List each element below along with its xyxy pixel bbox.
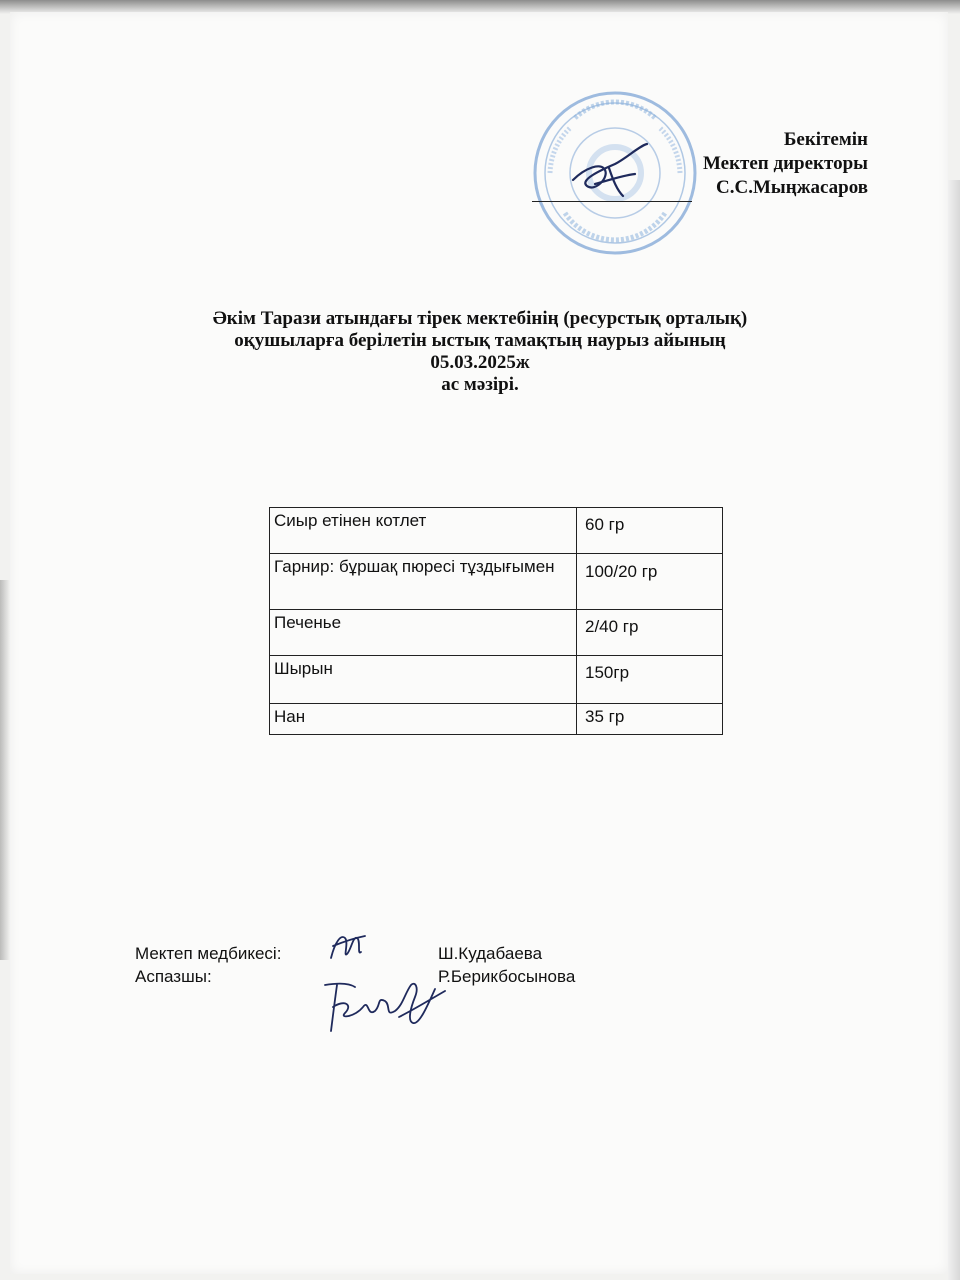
dish-cell: Сиыр етінен котлет bbox=[270, 508, 577, 554]
menu-table bbox=[269, 507, 723, 735]
table-row bbox=[270, 610, 723, 656]
cook-name: Р.Берикбосынова bbox=[438, 967, 576, 986]
signatures-block bbox=[135, 942, 835, 1022]
table-row bbox=[270, 704, 723, 735]
quantity-cell: 35 гр bbox=[577, 704, 723, 735]
title-line-2: оқушыларға берілетін ыстық тамақтың наурыз айының bbox=[234, 330, 726, 351]
signature-row-cook bbox=[135, 965, 835, 988]
dish-cell: Печенье bbox=[270, 610, 577, 656]
dish-cell: Гарнир: бұршақ пюресі тұздығымен bbox=[270, 554, 577, 610]
signature-row-nurse bbox=[135, 942, 835, 965]
quantity-cell: 2/40 гр bbox=[577, 610, 723, 656]
table-row bbox=[270, 508, 723, 554]
approval-block bbox=[703, 128, 868, 200]
nurse-signature-icon bbox=[327, 928, 369, 966]
nurse-name: Ш.Кудабаева bbox=[438, 944, 543, 963]
approval-director-name: С.С.Мыңжасаров bbox=[716, 177, 868, 198]
cook-signature-icon bbox=[315, 977, 450, 1039]
quantity-cell: 150гр bbox=[577, 656, 723, 704]
table-row bbox=[270, 554, 723, 610]
dish-cell: Нан bbox=[270, 704, 577, 735]
approval-underline bbox=[532, 201, 692, 202]
director-signature-icon bbox=[565, 140, 660, 205]
title-date: 05.03.2025ж bbox=[430, 352, 530, 373]
approval-position: Мектеп директоры bbox=[702, 153, 868, 174]
table-row bbox=[270, 656, 723, 704]
nurse-role: Мектеп медбикесі: bbox=[135, 944, 282, 963]
title-line-1: Әкім Тарази атындағы тірек мектебінің (ресурстық орталық) bbox=[212, 308, 748, 329]
dish-cell: Шырын bbox=[270, 656, 577, 704]
quantity-cell: 100/20 гр bbox=[577, 554, 723, 610]
title-line-4: ас мәзірі. bbox=[441, 374, 519, 395]
document-title bbox=[120, 308, 840, 396]
quantity-cell: 60 гр bbox=[577, 508, 723, 554]
photo-edge-right bbox=[948, 180, 960, 1280]
photo-edge-left bbox=[0, 580, 10, 960]
approval-heading: Бекітемін bbox=[783, 129, 868, 150]
cook-role: Аспазшы: bbox=[135, 967, 212, 986]
